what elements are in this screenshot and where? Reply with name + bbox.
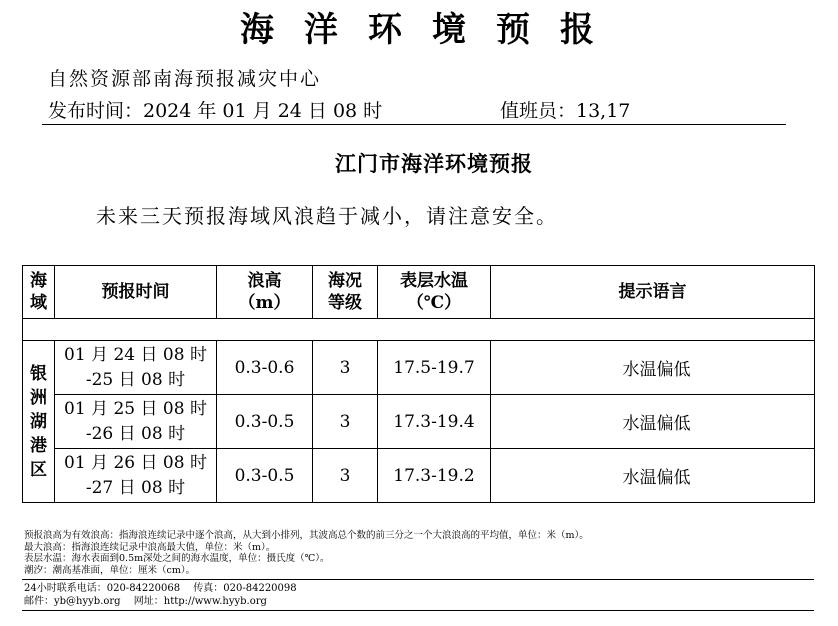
surface-temp: 17.3-19.4 [378, 395, 491, 449]
surface-temp: 17.3-19.2 [378, 449, 491, 503]
contact-info [24, 582, 297, 608]
report-title: 江门市海洋环境预报 [335, 151, 533, 176]
header-wave: 浪高（m） [217, 266, 313, 319]
table-row [23, 395, 815, 449]
header-time: 预报时间 [55, 266, 217, 319]
sea-state-level: 3 [313, 341, 378, 395]
wave-height: 0.3-0.5 [217, 449, 313, 503]
footnote: 最大浪高：指海浪连续记录中浪高最大值，单位：米（m）。 [24, 541, 276, 553]
hint-text: 水温偏低 [491, 449, 815, 503]
header-area: 海域 [23, 266, 55, 319]
hint-text: 水温偏低 [491, 395, 815, 449]
forecast-time: 01 月 25 日 08 时 -26 日 08 时 [55, 395, 217, 449]
issue-time: 发布时间：2024 年 01 月 24 日 08 时 [48, 100, 383, 122]
table-row [23, 449, 815, 503]
hint-text: 水温偏低 [491, 341, 815, 395]
area-name: 银洲湖港区 [23, 341, 55, 503]
duty-officer: 值班员：13,17 [500, 100, 631, 122]
footnote: 表层水温：海水表面到0.5m深处之间的海水温度，单位：摄氏度（℃）。 [24, 553, 330, 565]
footer-bottom-divider [22, 610, 814, 611]
table-gap [23, 319, 815, 341]
contact-phone: 24小时联系电话：020-84220068 传真：020-84220098 [24, 583, 297, 594]
contact-web: 邮件：yb@hyyb.org 网址：http://www.hyyb.org [24, 596, 267, 607]
surface-temp: 17.5-19.7 [378, 341, 491, 395]
header-hint: 提示语言 [491, 266, 815, 319]
forecast-notice: 未来三天预报海域风浪趋于减小，请注意安全。 [96, 204, 558, 228]
page-title: 海洋环境预报 [240, 10, 624, 50]
forecast-time: 01 月 24 日 08 时 -25 日 08 时 [55, 341, 217, 395]
sea-state-level: 3 [313, 395, 378, 449]
wave-height: 0.3-0.5 [217, 395, 313, 449]
issuing-center: 自然资源部南海预报减灾中心 [48, 68, 322, 90]
forecast-table [22, 265, 815, 503]
footnote: 潮汐：潮高基准面，单位：厘米（cm）。 [24, 564, 196, 576]
footer-divider [22, 579, 814, 580]
header-divider [42, 124, 786, 125]
table-header-row [23, 266, 815, 319]
header-sea-state: 海况等级 [313, 266, 378, 319]
footnote: 预报浪高为有效浪高：指海浪连续记录中逐个浪高，从大到小排列，其波高总个数的前三分之一个大浪浪高的平均值，单位：米（m）。 [24, 530, 589, 541]
footnotes [24, 530, 589, 576]
table-row [23, 341, 815, 395]
sea-state-level: 3 [313, 449, 378, 503]
header-sst: 表层水温（℃） [378, 266, 491, 319]
forecast-time: 01 月 26 日 08 时 -27 日 08 时 [55, 449, 217, 503]
wave-height: 0.3-0.6 [217, 341, 313, 395]
